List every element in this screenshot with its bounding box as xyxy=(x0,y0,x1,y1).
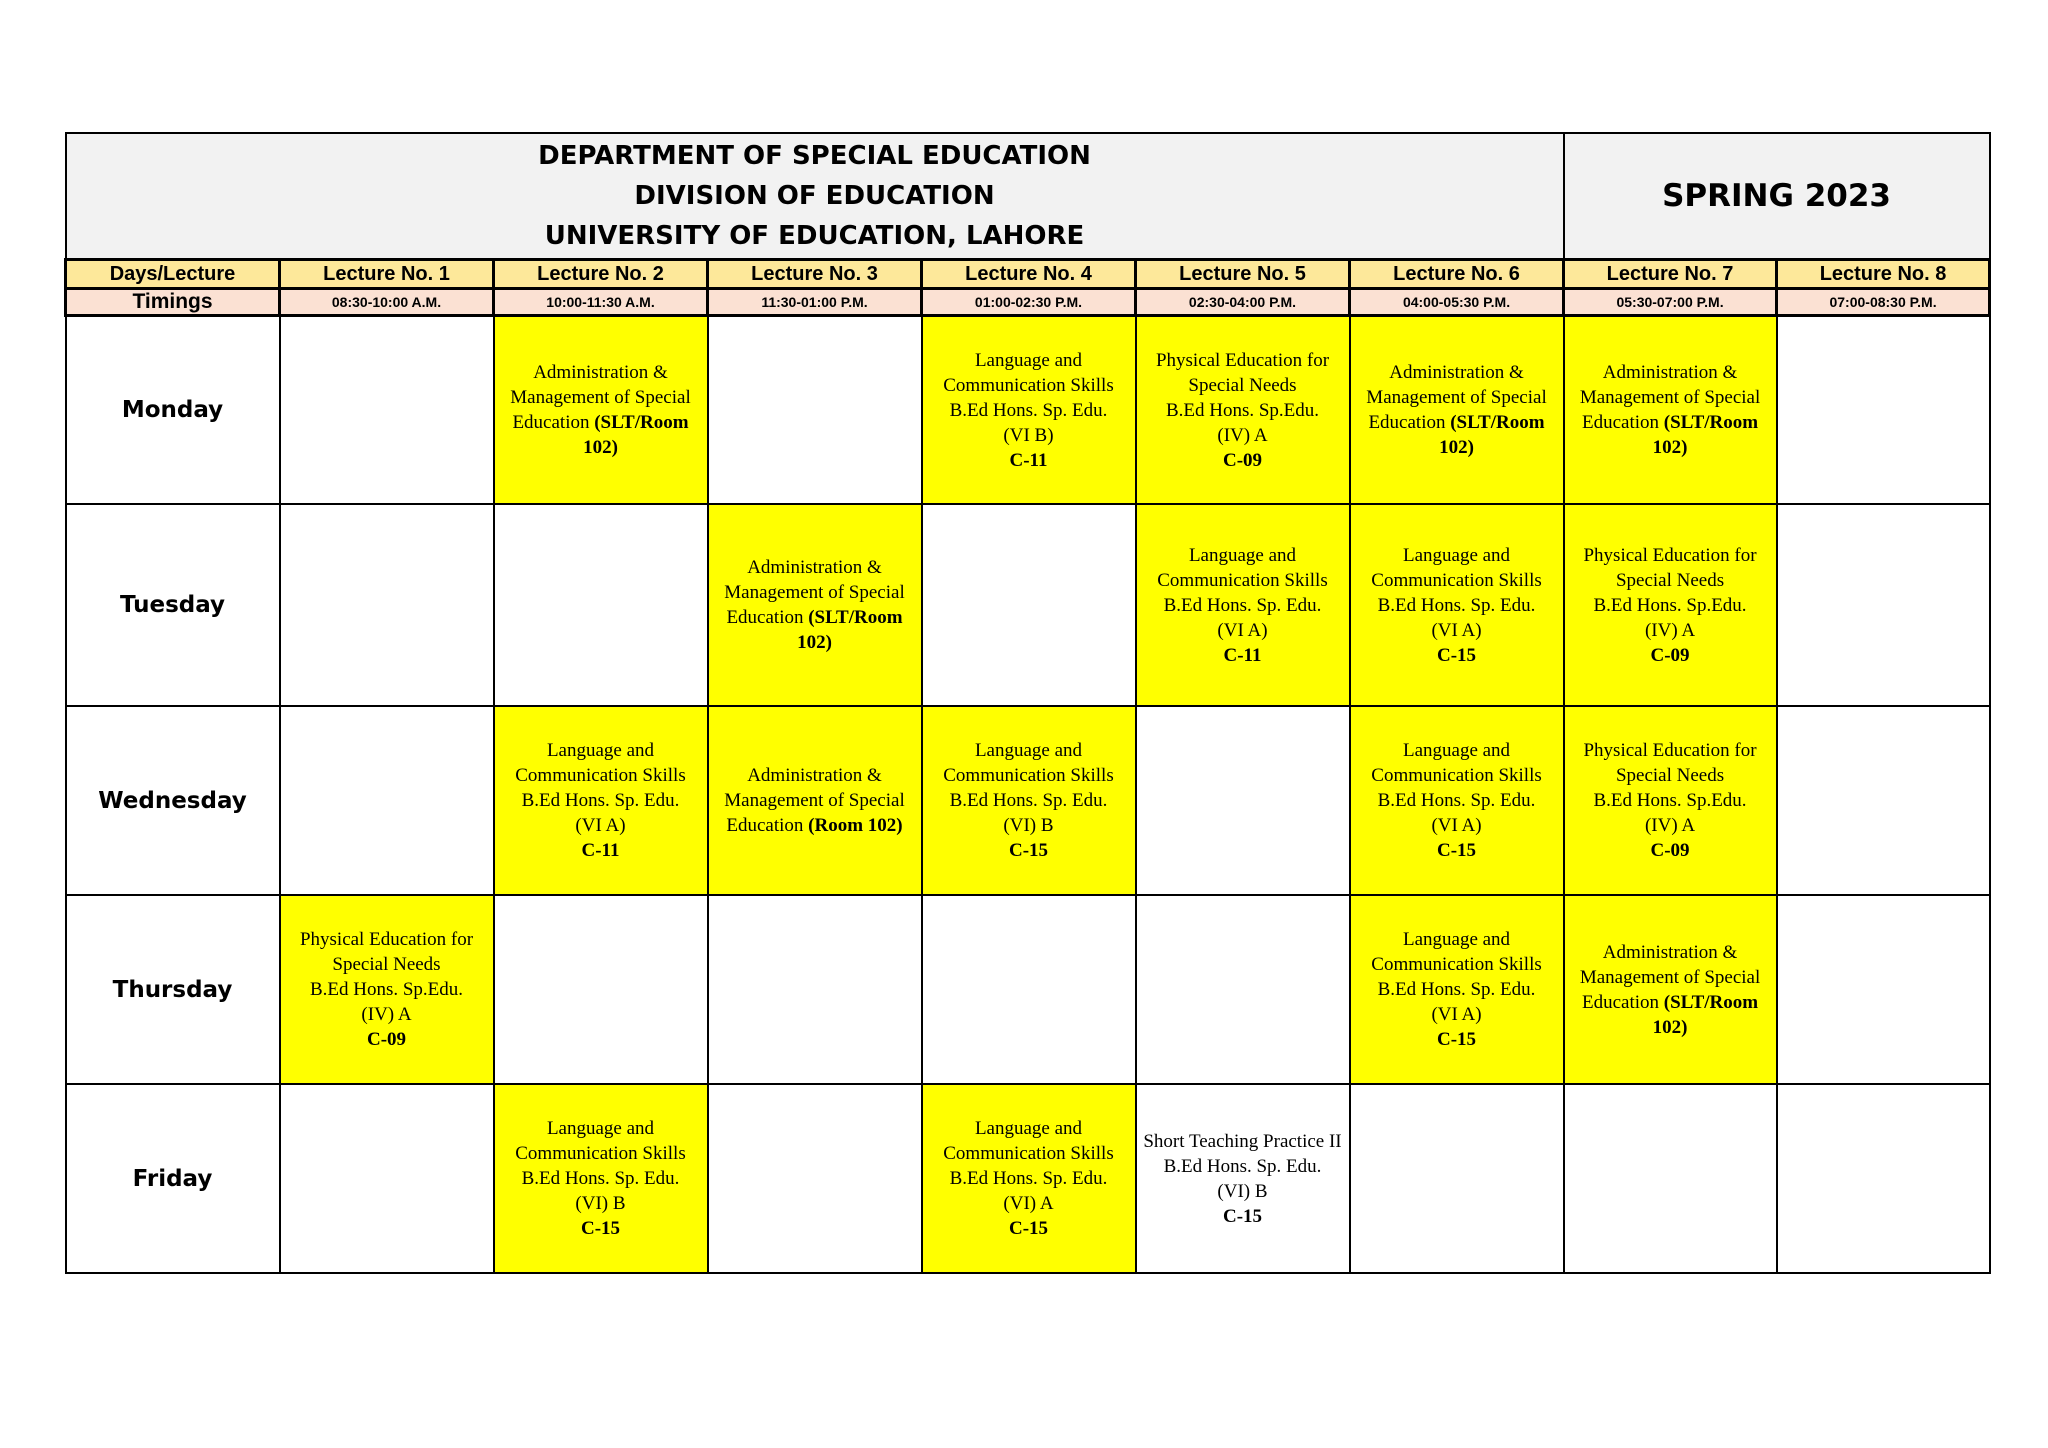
department-name: DEPARTMENT OF SPECIAL EDUCATION xyxy=(538,141,1091,171)
course-line: (IV) A xyxy=(1644,619,1696,641)
course-line: B.Ed Hons. Sp. Edu. xyxy=(1163,594,1322,616)
course-line: Communication Skills xyxy=(1371,954,1542,975)
class-slot xyxy=(708,706,922,895)
lecture-header-4: Lecture No. 4 xyxy=(922,260,1136,289)
course-line: Language and xyxy=(1402,544,1511,566)
course-line: Language and xyxy=(974,1118,1083,1139)
lecture-header-8: Lecture No. 8 xyxy=(1777,260,1990,289)
course-line: Language and xyxy=(974,740,1083,761)
room-code: C-11 xyxy=(581,840,620,861)
empty-slot xyxy=(922,504,1136,706)
lecture-time-4: 01:00-02:30 P.M. xyxy=(922,289,1136,316)
lecture-time-7: 05:30-07:00 P.M. xyxy=(1564,289,1777,316)
empty-slot xyxy=(1777,706,1990,895)
room-code: C-09 xyxy=(1222,449,1263,471)
day-label: Tuesday xyxy=(66,504,280,706)
division-name: DIVISION OF EDUCATION xyxy=(634,181,995,211)
course-line: Administration & xyxy=(1602,941,1738,963)
empty-slot xyxy=(1564,1084,1777,1273)
course-line-text: Education xyxy=(1368,412,1451,433)
room-code: C-15 xyxy=(1222,1205,1263,1227)
course-line: (VI A) xyxy=(1217,619,1268,641)
day-label: Wednesday xyxy=(66,706,280,895)
lecture-header-7: Lecture No. 7 xyxy=(1564,260,1777,289)
timings-label: Timings xyxy=(66,289,280,316)
department-title-block xyxy=(66,133,1564,260)
class-slot xyxy=(1350,706,1564,895)
course-line: Communication Skills xyxy=(515,765,686,786)
course-line: Management of Special xyxy=(1579,387,1761,408)
timetable-sheet xyxy=(64,132,1988,1274)
room-line xyxy=(1565,435,1776,460)
room-line xyxy=(495,838,707,863)
course-line: Management of Special xyxy=(510,387,691,408)
course-line: Physical Education for xyxy=(1583,740,1757,761)
timings-row xyxy=(66,289,1990,316)
course-line: Language and xyxy=(546,740,655,761)
course-line: Language and xyxy=(974,349,1083,371)
class-slot xyxy=(1350,504,1564,706)
empty-slot xyxy=(1777,895,1990,1084)
room-line xyxy=(923,448,1135,473)
class-slot xyxy=(1564,706,1777,895)
course-line: Administration & xyxy=(747,765,882,786)
course-line: Management of Special xyxy=(1579,966,1761,988)
course-line: B.Ed Hons. Sp. Edu. xyxy=(949,790,1108,811)
timetable xyxy=(64,132,1991,1274)
room-line xyxy=(1565,1015,1776,1040)
corner-label: Days/Lecture xyxy=(66,260,280,289)
room-code: C-15 xyxy=(1436,644,1477,666)
lecture-time-5: 02:30-04:00 P.M. xyxy=(1136,289,1350,316)
empty-slot xyxy=(1777,504,1990,706)
class-slot xyxy=(1136,1084,1350,1273)
course-line-venue xyxy=(1565,990,1776,1015)
course-line: B.Ed Hons. Sp. Edu. xyxy=(949,399,1108,421)
room-line xyxy=(923,838,1135,863)
room-code: 102) xyxy=(1439,437,1474,458)
venue-label: (Room 102) xyxy=(808,815,903,836)
course-line: (VI A) xyxy=(1431,619,1482,641)
course-line: B.Ed Hons. Sp. Edu. xyxy=(1377,790,1536,811)
empty-slot xyxy=(708,1084,922,1273)
day-row-wednesday xyxy=(66,706,1990,895)
course-line: Physical Education for xyxy=(299,929,474,950)
course-line: B.Ed Hons. Sp. Edu. xyxy=(1377,594,1536,616)
course-line-venue xyxy=(709,605,921,630)
class-slot xyxy=(280,895,494,1084)
class-slot xyxy=(494,1084,708,1273)
room-code: 102) xyxy=(797,632,832,653)
empty-slot xyxy=(1777,1084,1990,1273)
lecture-header-row xyxy=(66,260,1990,289)
room-code: C-09 xyxy=(1650,840,1690,861)
room-line xyxy=(1351,1027,1563,1052)
class-slot xyxy=(922,706,1136,895)
room-line xyxy=(709,630,921,655)
class-slot xyxy=(494,706,708,895)
class-slot xyxy=(922,1084,1136,1273)
class-slot xyxy=(1350,316,1564,505)
empty-slot xyxy=(708,316,922,505)
class-slot xyxy=(922,316,1136,505)
course-line: Communication Skills xyxy=(1371,765,1542,786)
empty-slot xyxy=(1777,316,1990,505)
room-code: C-11 xyxy=(1009,449,1048,471)
title-row xyxy=(66,133,1990,260)
course-line: B.Ed Hons. Sp.Edu. xyxy=(1593,594,1747,616)
course-line: (IV) A xyxy=(361,1004,412,1025)
class-slot xyxy=(1564,316,1777,505)
empty-slot xyxy=(280,316,494,505)
room-code: C-15 xyxy=(1008,1218,1049,1239)
university-name: UNIVERSITY OF EDUCATION, LAHORE xyxy=(544,221,1085,251)
course-line: (VI) B xyxy=(1217,1180,1268,1202)
course-line-venue xyxy=(709,813,921,838)
lecture-time-1: 08:30-10:00 A.M. xyxy=(280,289,494,316)
day-row-friday xyxy=(66,1084,1990,1273)
course-line-venue xyxy=(495,410,707,435)
course-line: B.Ed Hons. Sp. Edu. xyxy=(949,1168,1108,1189)
venue-label: (SLT/Room xyxy=(594,412,689,433)
course-line-text: Education xyxy=(1581,412,1664,433)
room-line xyxy=(281,1027,493,1052)
course-line: (VI) A xyxy=(1003,1193,1054,1214)
day-row-thursday xyxy=(66,895,1990,1084)
course-line: B.Ed Hons. Sp.Edu. xyxy=(309,979,464,1000)
room-code: C-09 xyxy=(366,1029,407,1050)
lecture-header-5: Lecture No. 5 xyxy=(1136,260,1350,289)
course-line: B.Ed Hons. Sp.Edu. xyxy=(1165,399,1320,421)
course-line: Special Needs xyxy=(332,954,441,975)
course-line: Communication Skills xyxy=(1157,569,1328,591)
room-line xyxy=(1565,838,1776,863)
room-line xyxy=(923,1216,1135,1241)
course-line: Administration & xyxy=(533,362,668,383)
lecture-time-8: 07:00-08:30 P.M. xyxy=(1777,289,1990,316)
course-line: (VI A) xyxy=(1431,815,1482,836)
empty-slot xyxy=(708,895,922,1084)
course-line: Communication Skills xyxy=(943,1143,1114,1164)
room-line xyxy=(1351,435,1563,460)
course-line: (VI A) xyxy=(1431,1004,1482,1025)
course-line: B.Ed Hons. Sp. Edu. xyxy=(521,1168,680,1189)
course-line: Administration & xyxy=(1602,362,1738,383)
room-code: C-15 xyxy=(580,1218,621,1239)
room-line xyxy=(495,435,707,460)
course-line: B.Ed Hons. Sp.Edu. xyxy=(1593,790,1747,811)
room-code: 102) xyxy=(1652,437,1688,458)
course-line-text: Education xyxy=(726,815,809,836)
day-label: Thursday xyxy=(66,895,280,1084)
empty-slot xyxy=(280,706,494,895)
room-code: C-15 xyxy=(1436,1029,1477,1050)
empty-slot xyxy=(280,1084,494,1273)
course-line: (VI B) xyxy=(1003,424,1054,446)
course-line: Short Teaching Practice II xyxy=(1143,1130,1342,1152)
course-line: B.Ed Hons. Sp. Edu. xyxy=(1163,1155,1322,1177)
empty-slot xyxy=(494,895,708,1084)
course-line: Management of Special xyxy=(724,582,905,603)
class-slot xyxy=(1136,316,1350,505)
lecture-time-3: 11:30-01:00 P.M. xyxy=(708,289,922,316)
room-code: C-09 xyxy=(1650,644,1690,666)
lecture-header-6: Lecture No. 6 xyxy=(1350,260,1564,289)
course-line: Special Needs xyxy=(1615,569,1725,591)
course-line: Communication Skills xyxy=(1371,569,1542,591)
semester-label: SPRING 2023 xyxy=(1564,133,1990,260)
course-line-text: Education xyxy=(512,412,595,433)
class-slot xyxy=(1564,895,1777,1084)
class-slot xyxy=(1136,504,1350,706)
room-code: C-15 xyxy=(1436,840,1477,861)
course-line-venue xyxy=(1565,410,1776,435)
room-line xyxy=(1137,643,1349,668)
day-row-monday xyxy=(66,316,1990,505)
room-code: 102) xyxy=(1652,1016,1688,1038)
course-line: Language and xyxy=(1402,929,1511,950)
course-line-text: Education xyxy=(726,607,809,628)
venue-label: (SLT/Room xyxy=(1450,412,1545,433)
class-slot xyxy=(1350,895,1564,1084)
room-line xyxy=(1351,643,1563,668)
room-line xyxy=(1565,643,1776,668)
course-line: Language and xyxy=(546,1118,655,1139)
day-label: Monday xyxy=(66,316,280,505)
course-line: B.Ed Hons. Sp. Edu. xyxy=(1377,979,1536,1000)
empty-slot xyxy=(1350,1084,1564,1273)
room-code: 102) xyxy=(583,437,618,458)
venue-label: (SLT/Room xyxy=(1663,991,1759,1013)
course-line: Physical Education for xyxy=(1583,544,1757,566)
lecture-header-2: Lecture No. 2 xyxy=(494,260,708,289)
class-slot xyxy=(708,504,922,706)
course-line: Special Needs xyxy=(1615,765,1725,786)
course-line: Language and xyxy=(1402,740,1511,761)
course-line: (VI) B xyxy=(1003,815,1054,836)
empty-slot xyxy=(922,895,1136,1084)
venue-label: (SLT/Room xyxy=(808,607,903,628)
course-line: Language and xyxy=(1188,544,1297,566)
lecture-header-1: Lecture No. 1 xyxy=(280,260,494,289)
day-label: Friday xyxy=(66,1084,280,1273)
class-slot xyxy=(494,316,708,505)
room-code: C-11 xyxy=(1223,644,1262,666)
course-line-text: Education xyxy=(1581,991,1664,1013)
empty-slot xyxy=(1136,895,1350,1084)
course-line: (VI) B xyxy=(575,1193,626,1214)
course-line: Administration & xyxy=(747,557,882,578)
course-line: Communication Skills xyxy=(943,374,1114,396)
class-slot xyxy=(1564,504,1777,706)
lecture-time-2: 10:00-11:30 A.M. xyxy=(494,289,708,316)
empty-slot xyxy=(1136,706,1350,895)
course-line: Communication Skills xyxy=(943,765,1114,786)
course-line: (VI A) xyxy=(575,815,626,836)
room-line xyxy=(1137,448,1349,473)
lecture-time-6: 04:00-05:30 P.M. xyxy=(1350,289,1564,316)
course-line: Management of Special xyxy=(724,790,905,811)
course-line-venue xyxy=(1351,410,1563,435)
course-line: B.Ed Hons. Sp. Edu. xyxy=(521,790,680,811)
room-line xyxy=(1351,838,1563,863)
day-row-tuesday xyxy=(66,504,1990,706)
room-code: C-15 xyxy=(1008,840,1049,861)
room-line xyxy=(495,1216,707,1241)
course-line: Management of Special xyxy=(1366,387,1547,408)
venue-label: (SLT/Room xyxy=(1663,412,1759,433)
empty-slot xyxy=(494,504,708,706)
course-line: (IV) A xyxy=(1644,815,1696,836)
course-line: Administration & xyxy=(1389,362,1524,383)
course-line: Physical Education for xyxy=(1155,349,1330,371)
course-line: Communication Skills xyxy=(515,1143,686,1164)
empty-slot xyxy=(280,504,494,706)
course-line: Special Needs xyxy=(1188,374,1297,396)
room-line xyxy=(1137,1204,1349,1229)
course-line: (IV) A xyxy=(1217,424,1268,446)
lecture-header-3: Lecture No. 3 xyxy=(708,260,922,289)
